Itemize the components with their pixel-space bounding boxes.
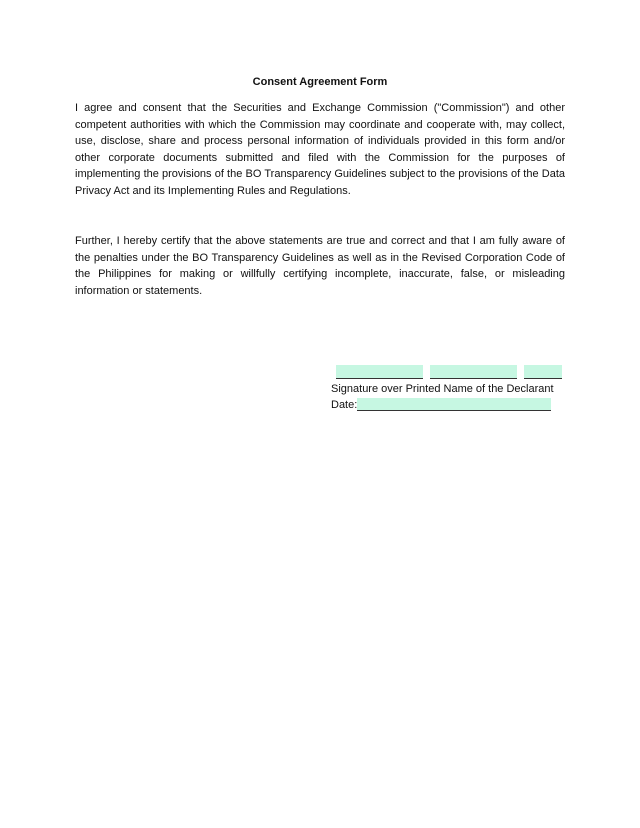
- certification-paragraph: Further, I hereby certify that the above statements are true and correct and that I am fully aware of the penalties under the BO Transparency Guidelines as well as in the Revised Corporation Code of the Philippines for making or willfully certifying incomplete, inaccurate, false, or misleading information or statements.: [75, 235, 565, 297]
- date-field[interactable]: [357, 398, 551, 411]
- date-label: Date:: [331, 399, 358, 411]
- signature-field-first[interactable]: [336, 365, 423, 379]
- signature-label: Signature over Printed Name of the Declarant: [331, 383, 554, 395]
- consent-paragraph: I agree and consent that the Securities and Exchange Commission ("Commission") and other competent authorities with which the Commission may coordinate and cooperate with, may collect, use, disclose, share and process personal information of individuals provided in this form and/or other corporate documents submitted and filed with the Commission for the purposes of implementing the provisions of the BO Transparency Guidelines subject to the provisions of the Data Privacy Act and its Implementing Rules and Regulations.: [75, 102, 565, 197]
- signature-field-middle[interactable]: [430, 365, 517, 379]
- form-title: Consent Agreement Form: [252, 76, 388, 88]
- signature-field-last[interactable]: [524, 365, 562, 379]
- date-row: [331, 398, 551, 411]
